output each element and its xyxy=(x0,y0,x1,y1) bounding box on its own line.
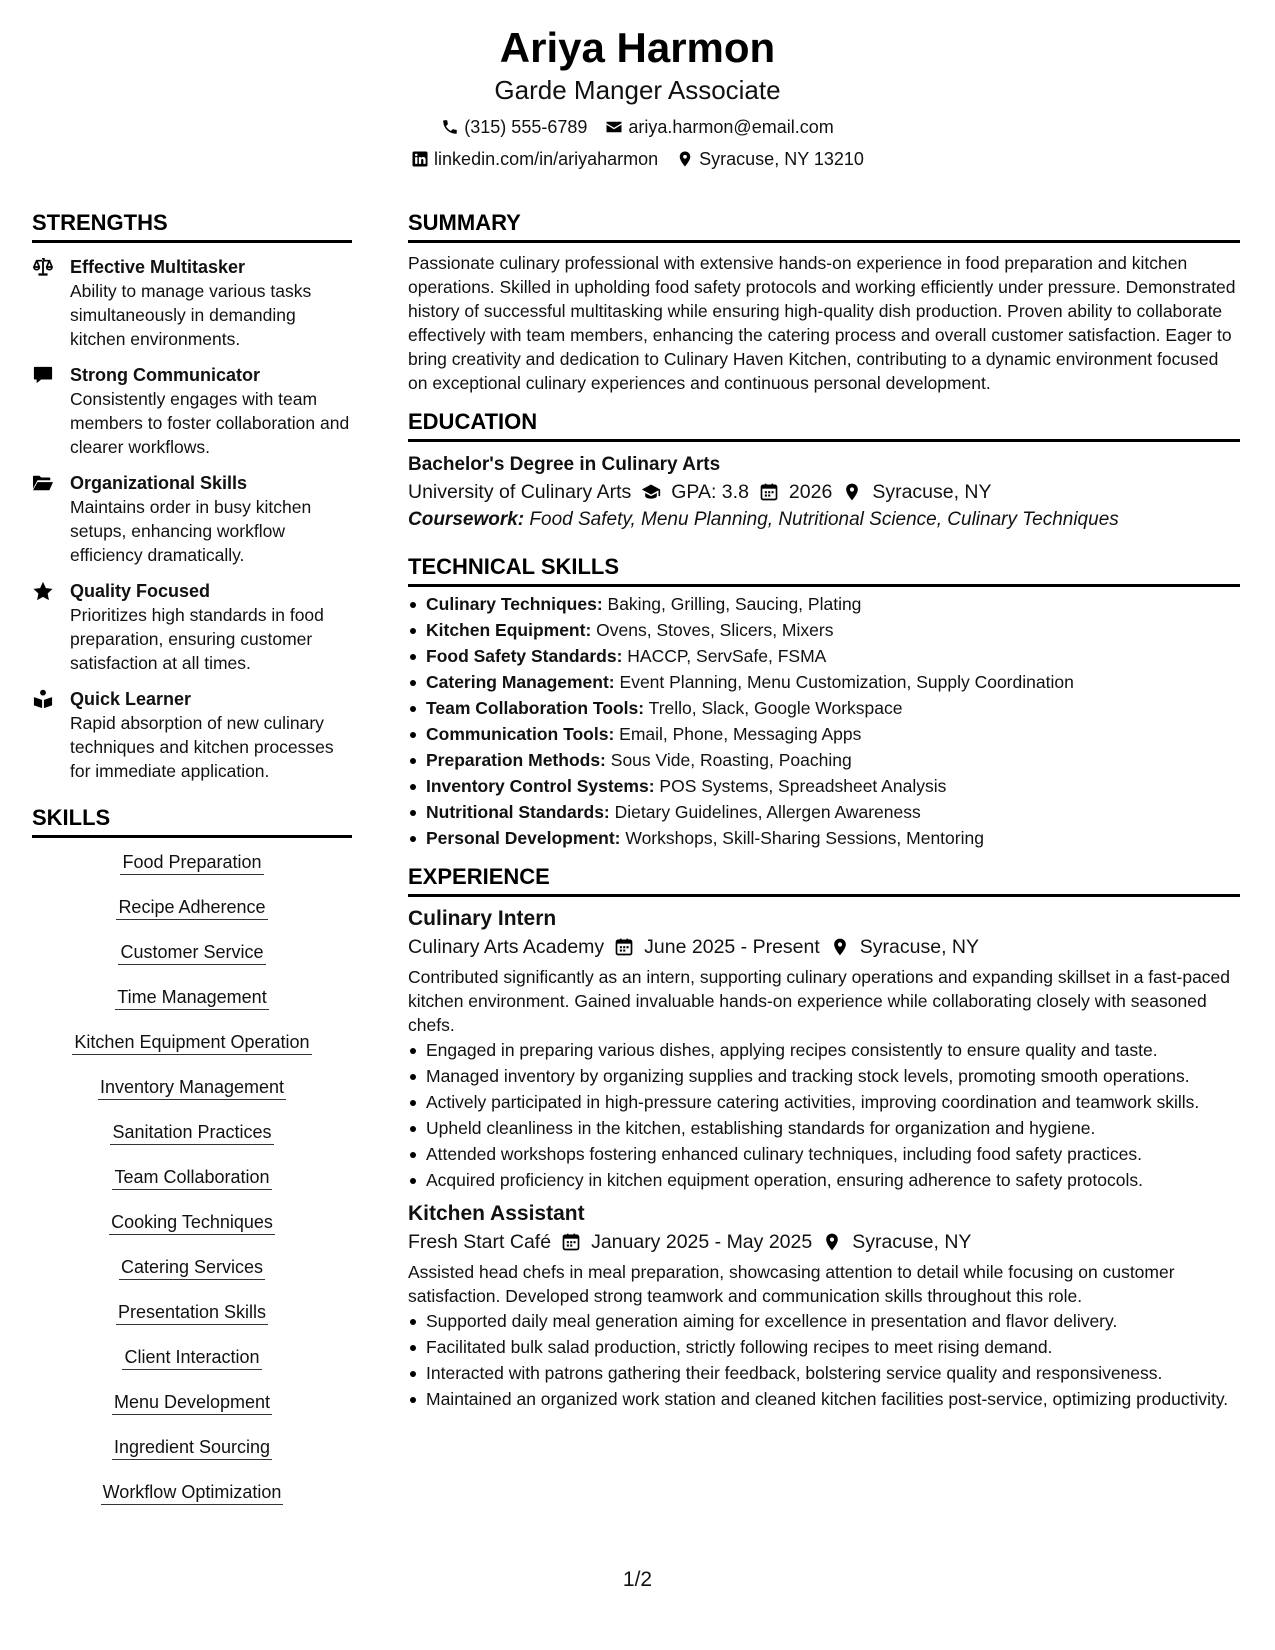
map-marker-icon xyxy=(822,1232,842,1252)
education-year: 2026 xyxy=(788,481,833,503)
right-column xyxy=(408,210,1240,1414)
job-meta xyxy=(408,933,1240,961)
skill-item: Kitchen Equipment Operation xyxy=(72,1030,311,1055)
skill-item: Client Interaction xyxy=(122,1345,261,1370)
technical-skill-item: Nutritional Standards: Dietary Guidelines, Allergen Awareness xyxy=(408,801,1240,824)
map-marker-icon xyxy=(842,482,862,502)
job-description: Assisted head chefs in meal preparation, showcasing attention to detail while focusing on customer satisfaction. Developed strong teamwork and communication skills throughout this role. xyxy=(408,1262,1175,1306)
strength-title: Strong Communicator xyxy=(70,365,261,385)
technical-skills-title: TECHNICAL SKILLS xyxy=(408,554,1240,587)
resume-header xyxy=(0,22,1275,170)
education-school: University of Culinary Arts xyxy=(408,481,632,503)
strength-desc: Consistently engages with team members to foster collaboration and clearer workflows. xyxy=(70,389,350,457)
candidate-role: Garde Manger Associate xyxy=(494,75,781,105)
technical-skills-list xyxy=(408,593,1240,850)
technical-skill-item: Kitchen Equipment: Ovens, Stoves, Slicers, Mixers xyxy=(408,619,1240,642)
strength-title: Quality Focused xyxy=(70,581,211,601)
phone-text: (315) 555-6789 xyxy=(464,117,588,137)
experience-title: EXPERIENCE xyxy=(408,864,1240,897)
strength-item xyxy=(32,579,352,675)
linkedin-icon xyxy=(411,150,429,168)
skill-item: Menu Development xyxy=(112,1390,272,1415)
phone-icon xyxy=(441,118,459,136)
strength-item xyxy=(32,471,352,567)
skill-item: Customer Service xyxy=(118,940,265,965)
email-text: ariya.harmon@email.com xyxy=(628,117,834,137)
contact-phone xyxy=(441,116,587,138)
contact-line-1 xyxy=(0,116,1275,138)
job-location: Syracuse, NY xyxy=(852,1231,972,1253)
linkedin-text: linkedin.com/in/ariyaharmon xyxy=(434,149,659,169)
contact-line-2 xyxy=(0,148,1275,170)
job-bullet: Acquired proficiency in kitchen equipment operation, ensuring adherence to safety protocols. xyxy=(408,1169,1240,1192)
technical-skill-item: Communication Tools: Email, Phone, Messaging Apps xyxy=(408,723,1240,746)
education-title: EDUCATION xyxy=(408,409,1240,442)
skills-list xyxy=(32,850,352,1505)
left-column xyxy=(32,210,352,1525)
job-title: Culinary Intern xyxy=(408,907,557,930)
education-gpa: GPA: 3.8 xyxy=(671,481,749,503)
job-bullet: Maintained an organized work station and cleaned kitchen facilities post-service, optimizing productivity. xyxy=(408,1388,1240,1411)
job-bullet: Interacted with patrons gathering their feedback, bolstering service quality and responsiveness. xyxy=(408,1362,1240,1385)
candidate-name: Ariya Harmon xyxy=(499,24,776,71)
skill-item: Catering Services xyxy=(119,1255,265,1280)
job-bullet: Attended workshops fostering enhanced culinary techniques, including food safety practices. xyxy=(408,1143,1240,1166)
skill-item: Food Preparation xyxy=(120,850,263,875)
star-icon xyxy=(32,581,54,601)
folder-open-icon xyxy=(32,473,54,493)
strength-item xyxy=(32,687,352,783)
comment-icon xyxy=(32,365,54,385)
technical-skill-item: Team Collaboration Tools: Trello, Slack, Google Workspace xyxy=(408,697,1240,720)
job-bullet: Upheld cleanliness in the kitchen, establishing standards for organization and hygiene. xyxy=(408,1117,1240,1140)
job-company: Culinary Arts Academy xyxy=(408,936,605,958)
job-entry xyxy=(408,1200,1240,1411)
balance-scale-icon xyxy=(32,257,54,277)
envelope-icon xyxy=(605,118,623,136)
strength-title: Quick Learner xyxy=(70,689,192,709)
skill-item: Recipe Adherence xyxy=(116,895,267,920)
education-coursework xyxy=(408,506,1240,534)
skill-item: Team Collaboration xyxy=(112,1165,271,1190)
map-marker-icon xyxy=(676,150,694,168)
technical-skill-item: Catering Management: Event Planning, Menu Customization, Supply Coordination xyxy=(408,671,1240,694)
coursework-text: Food Safety, Menu Planning, Nutritional Science, Culinary Techniques xyxy=(529,509,1119,530)
job-bullet: Engaged in preparing various dishes, applying recipes consistently to ensure quality and taste. xyxy=(408,1039,1240,1062)
strength-desc: Ability to manage various tasks simultaneously in demanding kitchen environments. xyxy=(70,281,312,349)
technical-skill-item: Inventory Control Systems: POS Systems, Spreadsheet Analysis xyxy=(408,775,1240,798)
graduation-cap-icon xyxy=(641,482,661,502)
strength-title: Organizational Skills xyxy=(70,473,248,493)
job-bullet: Managed inventory by organizing supplies and tracking stock levels, promoting smooth operations. xyxy=(408,1065,1240,1088)
education-location: Syracuse, NY xyxy=(872,481,992,503)
skill-item: Presentation Skills xyxy=(116,1300,268,1325)
contact-location xyxy=(676,148,864,170)
education-degree: Bachelor's Degree in Culinary Arts xyxy=(408,454,721,475)
job-location: Syracuse, NY xyxy=(859,936,980,958)
contact-email[interactable] xyxy=(605,116,833,138)
technical-skill-item: Personal Development: Workshops, Skill-Sharing Sessions, Mentoring xyxy=(408,827,1240,850)
technical-skill-item: Culinary Techniques: Baking, Grilling, Saucing, Plating xyxy=(408,593,1240,616)
job-bullets xyxy=(408,1310,1240,1411)
strength-item xyxy=(32,363,352,459)
skill-item: Sanitation Practices xyxy=(110,1120,273,1145)
summary-text: Passionate culinary professional with extensive hands-on experience in food preparation and kitchen operations. Skilled in upholding food safety protocols and working efficiently under pressure. Demonstrated history of successful multitasking while ensuring high-quality dish production. Proven ability to collaborate effectively with team members, enhancing the catering process and overall customer satisfaction. Eager to bring creativity and dedication to Culinary Haven Kitchen, contributing to a dynamic environment focused on exceptional culinary experiences and continuous personal development. xyxy=(408,253,1236,393)
calendar-icon xyxy=(561,1232,581,1252)
job-title: Kitchen Assistant xyxy=(408,1202,585,1225)
location-text: Syracuse, NY 13210 xyxy=(699,149,864,169)
job-entry xyxy=(408,905,1240,1192)
skill-item: Time Management xyxy=(115,985,268,1010)
skill-item: Cooking Techniques xyxy=(109,1210,275,1235)
job-bullets xyxy=(408,1039,1240,1192)
strength-desc: Maintains order in busy kitchen setups, enhancing workflow efficiency dramatically. xyxy=(70,497,312,565)
job-company: Fresh Start Café xyxy=(408,1231,552,1253)
strength-title: Effective Multitasker xyxy=(70,257,246,277)
strength-desc: Prioritizes high standards in food preparation, ensuring customer satisfaction at all times. xyxy=(70,605,324,673)
summary-title: SUMMARY xyxy=(408,210,1240,243)
job-bullet: Supported daily meal generation aiming for excellence in presentation and flavor delivery. xyxy=(408,1310,1240,1333)
technical-skill-item: Food Safety Standards: HACCP, ServSafe, FSMA xyxy=(408,645,1240,668)
calendar-icon xyxy=(614,937,634,957)
job-dates: June 2025 - Present xyxy=(644,936,820,958)
skill-item: Workflow Optimization xyxy=(101,1480,284,1505)
contact-linkedin[interactable] xyxy=(411,148,658,170)
job-bullet: Actively participated in high-pressure catering activities, improving coordination and teamwork skills. xyxy=(408,1091,1240,1114)
skill-item: Ingredient Sourcing xyxy=(112,1435,272,1460)
book-reader-icon xyxy=(32,689,54,709)
education-meta xyxy=(408,478,1240,506)
skill-item: Inventory Management xyxy=(98,1075,286,1100)
page-number: 1/2 xyxy=(622,1568,653,1591)
job-bullet: Facilitated bulk salad production, strictly following recipes to meet rising demand. xyxy=(408,1336,1240,1359)
calendar-icon xyxy=(759,482,779,502)
job-description: Contributed significantly as an intern, supporting culinary operations and expanding skillset in a fast-paced kitchen environment. Gained invaluable hands-on experience while collaborating closely with seasoned chefs. xyxy=(408,967,1231,1035)
map-marker-icon xyxy=(830,937,850,957)
strength-item xyxy=(32,255,352,351)
coursework-label: Coursework: xyxy=(408,509,525,530)
job-dates: January 2025 - May 2025 xyxy=(591,1231,813,1253)
strengths-title: STRENGTHS xyxy=(32,210,352,243)
skills-title: SKILLS xyxy=(32,805,352,838)
strength-desc: Rapid absorption of new culinary techniques and kitchen processes for immediate application. xyxy=(70,713,334,781)
technical-skill-item: Preparation Methods: Sous Vide, Roasting, Poaching xyxy=(408,749,1240,772)
job-meta xyxy=(408,1228,1240,1256)
